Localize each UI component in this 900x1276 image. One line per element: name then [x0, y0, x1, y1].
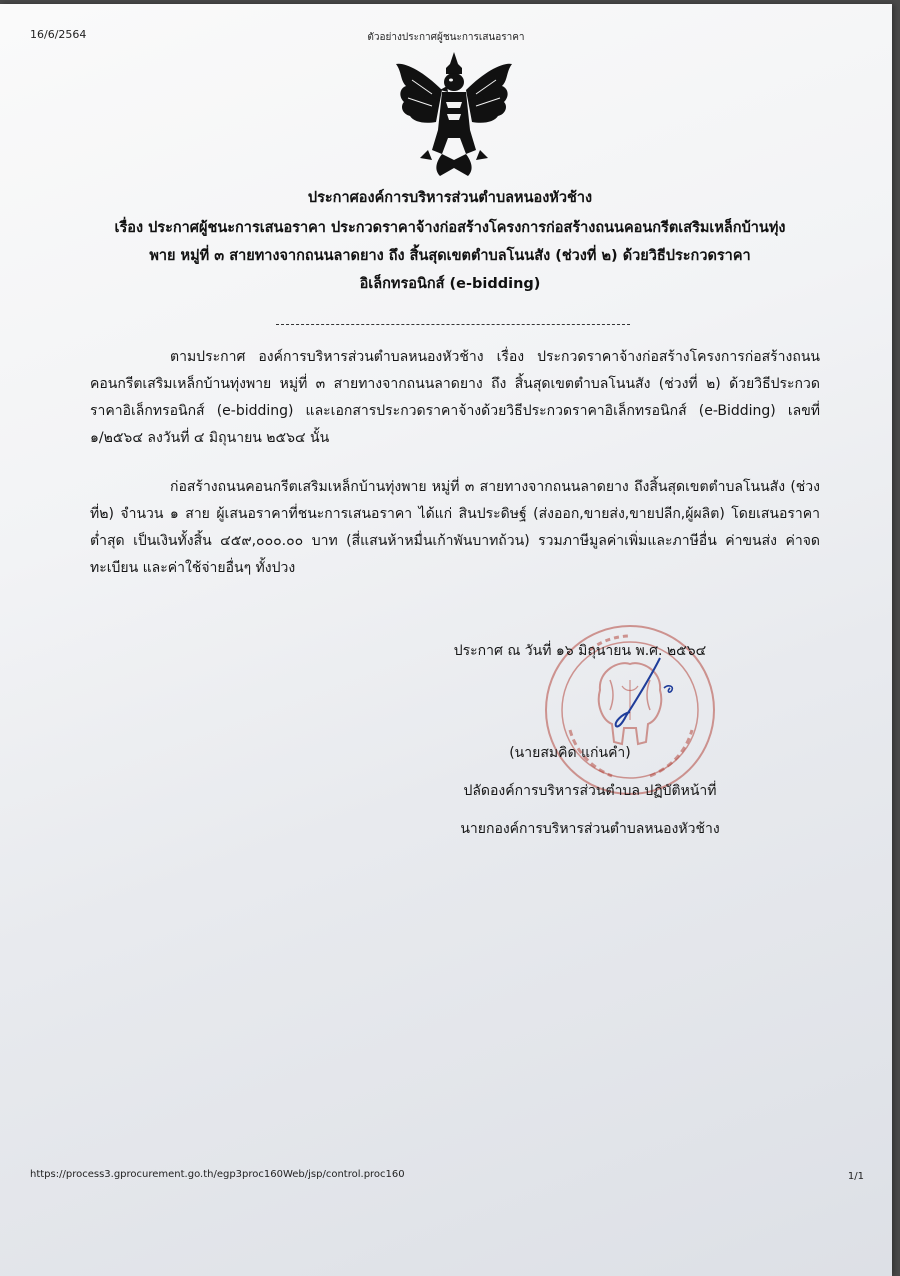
document-label: ตัวอย่างประกาศผู้ชนะการเสนอราคา: [367, 32, 525, 43]
garuda-emblem-icon: [392, 50, 516, 180]
announcement-title: [60, 184, 840, 298]
body-paragraph-1-text: ตามประกาศ องค์การบริหารส่วนตำบลหนองหัวช้าง เรื่อง ประกวดราคาจ้างก่อสร้างโครงการก่อสร้างถนนคอนกรีตเสริมเหล็กบ้านทุ่งพาย หมู่ที่ ๓ สายทางจากถนนลาดยาง ถึง สิ้นสุดเขตตำบลโนนสัง (ช่วงที่ ๒) ด้วยวิธีประกวดราคาอิเล็กทรอนิกส์ (e-bidding) และเอกสารประกวดราคาจ้างด้วยวิธีประกวดราคาอิเล็กทรอนิกส์ (e-Bidding) เลขที่ ๑/๒๕๖๔ ลงวันที่ ๔ มิถุนายน ๒๕๖๔ นั้น: [90, 349, 820, 446]
body-paragraph-2-text: ก่อสร้างถนนคอนกรีตเสริมเหล็กบ้านทุ่งพาย หมู่ที่ ๓ สายทางจากถนนลาดยาง ถึงสิ้นสุดเขตตำบลโนนสัง (ช่วงที่๒) จำนวน ๑ สาย ผู้เสนอราคาที่ชนะการเสนอราคา ได้แก่ สินประดิษฐ์ (ส่งออก,ขายส่ง,ขายปลีก,ผู้ผลิต) โดยเสนอราคาต่ำสุด เป็นเงินทั้งสิ้น ๔๕๙,๐๐๐.๐๐ บาท (สี่แสนห้าหมื่นเก้าพันบาทถ้วน) รวมภาษีมูลค่าเพิ่มและภาษีอื่น ค่าขนส่ง ค่าจดทะเบียน และค่าใช้จ่ายอื่นๆ ทั้งปวง: [90, 479, 820, 576]
signatory-position-2: นายกองค์การบริหารส่วนตำบลหนองหัวช้าง: [460, 821, 720, 837]
title-line-3: พาย หมู่ที่ ๓ สายทางจากถนนลาดยาง ถึง สิ้นสุดเขตตำบลโนนสัง (ช่วงที่ ๒) ด้วยวิธีประกวดราคา: [149, 248, 751, 264]
handwritten-signature: [600, 654, 680, 734]
title-line-1: ประกาศองค์การบริหารส่วนตำบลหนองหัวช้าง: [307, 190, 593, 206]
title-line-4: อิเล็กทรอนิกส์ (e-bidding): [359, 276, 541, 292]
body-paragraph-1: [90, 344, 820, 452]
title-line-2: เรื่อง ประกาศผู้ชนะการเสนอราคา ประกวดราคาจ้างก่อสร้างโครงการก่อสร้างถนนคอนกรีตเสริมเหล็กบ้านทุ่ง: [114, 220, 786, 236]
signatory-name: (นายสมคิด แก่นคำ): [509, 745, 631, 761]
body-paragraph-2: [90, 474, 820, 582]
page-number: 1/1: [847, 1171, 864, 1182]
footer-url: https://process3.gprocurement.go.th/egp3proc160Web/jsp/control.proc160: [30, 1169, 405, 1180]
document-page: [0, 4, 892, 1276]
print-date: 16/6/2564: [30, 28, 87, 41]
title-divider: [276, 324, 630, 325]
signatory-position-1: ปลัดองค์การบริหารส่วนตำบล ปฏิบัติหน้าที่: [463, 783, 717, 799]
announcement-date: ประกาศ ณ วันที่ ๑๖ มิถุนายน พ.ศ. ๒๕๖๔: [453, 643, 707, 659]
